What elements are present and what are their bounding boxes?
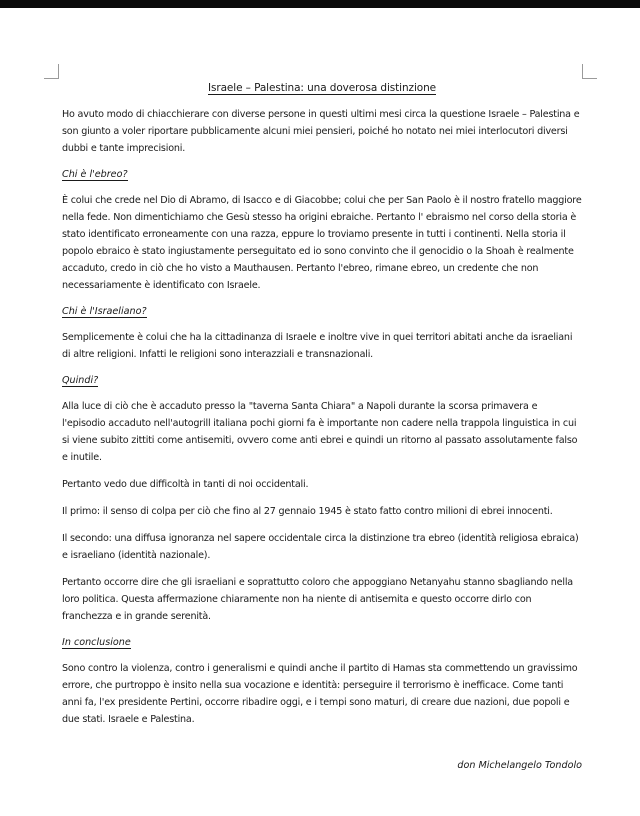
paragraph: Alla luce di ciò che è accaduto presso la "taverna Santa Chiara" a Napoli durante la scorsa primavera e l'episodio accaduto nell'autogrill italiana pochi giorni fa è importante non cadere nella trappola linguistica in cui si viene subito zittiti come antisemiti, ovvero come anti ebrei e quindi un ritorno al passato assolutamente falso e inutile. [62, 401, 578, 463]
section-heading: Chi è l'ebreo? [62, 169, 128, 180]
paragraph: Il primo: il senso di colpa per ciò che fino al 27 gennaio 1945 è stato fatto contro milioni di ebrei innocenti. [62, 506, 553, 517]
paragraph: Pertanto occorre dire che gli israeliani e soprattutto coloro che appoggiano Netanyahu stanno sbagliando nella loro politica. Questa affermazione chiaramente non ha niente di antisemita e questo occorre dirlo con franchezza e in grande serenità. [62, 577, 573, 622]
signature: don Michelangelo Tondolo [457, 760, 582, 771]
top-bar [0, 0, 640, 8]
document-page [62, 78, 582, 771]
paragraph: È colui che crede nel Dio di Abramo, di Isacco e di Giacobbe; colui che per San Paolo è il nostro fratello maggiore nella fede. Non dimentichiamo che Gesù stesso ha origini ebraiche. Pertanto l' ebraismo nel corso della storia è stato identificato erroneamente con una razza, eppure lo troviamo presente in tutti i continenti. Nella storia il popolo ebraico è stato ingiustamente perseguitato ed io sono convinto che il genocidio o la Shoah è realmente accaduto, credo in ciò che ho visto a Mauthausen. Pertanto l'ebreo, rimane ebreo, un credente che non necessariamente è identificato con Israele. [62, 195, 582, 291]
section-heading: In conclusione [62, 637, 131, 648]
paragraph: Semplicemente è colui che ha la cittadinanza di Israele e inoltre vive in quei territori abitati anche da israeliani di altre religioni. Infatti le religioni sono interazziali e transnazionali. [62, 332, 573, 360]
paragraph: Sono contro la violenza, contro i generalismi e quindi anche il partito di Hamas sta commettendo un gravissimo errore, che purtroppo è insito nella sua vocazione e identità: perseguire il terrorismo è inefficace. Come tanti anni fa, l'ex presidente Pertini, occorre ribadire oggi, e i tempi sono maturi, di creare due nazioni, due popoli e due stati. Israele e Palestina. [62, 663, 578, 725]
paragraph: Pertanto vedo due difficoltà in tanti di noi occidentali. [62, 479, 309, 490]
intro-paragraph: Ho avuto modo di chiacchierare con diverse persone in questi ultimi mesi circa la questione Israele – Palestina e son giunto a voler riportare pubblicamente alcuni miei pensieri, poiché ho notato nei miei interlocutori diversi dubbi e tante imprecisioni. [62, 109, 580, 154]
corner-mark-top-right [582, 64, 597, 79]
corner-mark-top-left [44, 64, 59, 79]
document-title: Israele – Palestina: una doverosa distinzione [207, 82, 437, 94]
section-heading: Quindi? [62, 375, 99, 386]
section-heading: Chi è l'Israeliano? [62, 306, 147, 317]
paragraph: Il secondo: una diffusa ignoranza nel sapere occidentale circa la distinzione tra ebreo (identità religiosa ebraica) e israeliano (identità nazionale). [62, 533, 579, 561]
